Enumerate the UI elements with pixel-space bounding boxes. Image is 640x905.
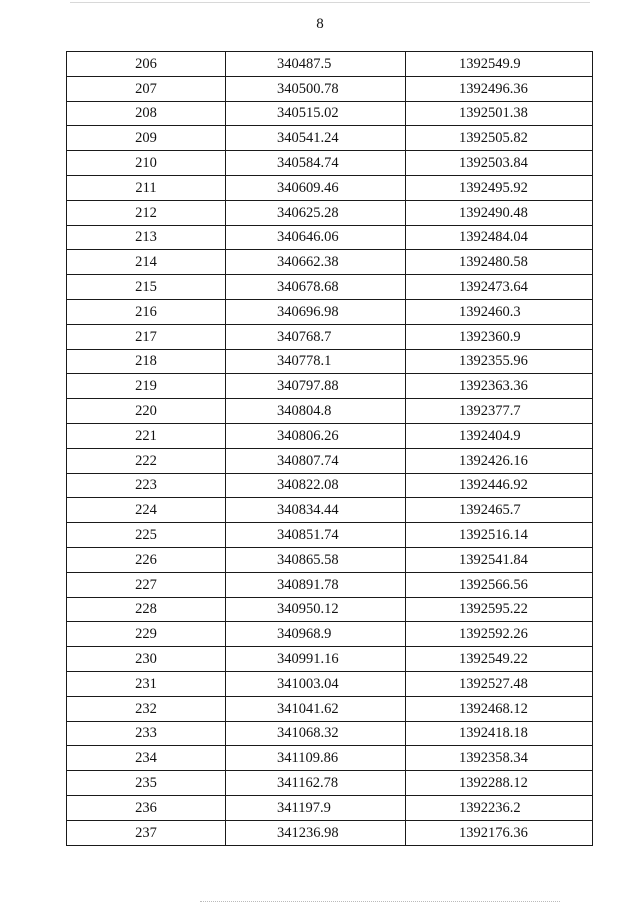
point-number-cell: 222 — [67, 448, 226, 473]
point-number-cell: 235 — [67, 771, 226, 796]
x-coordinate-cell: 340891.78 — [226, 572, 406, 597]
point-number-cell: 228 — [67, 597, 226, 622]
y-coordinate-cell: 1392527.48 — [406, 671, 593, 696]
bottom-rule — [200, 901, 560, 902]
point-number-cell: 215 — [67, 275, 226, 300]
point-number-cell: 224 — [67, 498, 226, 523]
x-coordinate-cell: 340625.28 — [226, 200, 406, 225]
top-rule — [70, 2, 590, 3]
y-coordinate-cell: 1392541.84 — [406, 547, 593, 572]
y-coordinate-cell: 1392176.36 — [406, 820, 593, 845]
table-row — [67, 795, 593, 820]
table-row — [67, 647, 593, 672]
x-coordinate-cell: 340678.68 — [226, 275, 406, 300]
table-row — [67, 622, 593, 647]
table-row — [67, 597, 593, 622]
table-row — [67, 696, 593, 721]
point-number-cell: 218 — [67, 349, 226, 374]
x-coordinate-cell: 340822.08 — [226, 473, 406, 498]
point-number-cell: 234 — [67, 746, 226, 771]
y-coordinate-cell: 1392503.84 — [406, 151, 593, 176]
table-row — [67, 175, 593, 200]
table-row — [67, 721, 593, 746]
y-coordinate-cell: 1392480.58 — [406, 250, 593, 275]
y-coordinate-cell: 1392288.12 — [406, 771, 593, 796]
y-coordinate-cell: 1392473.64 — [406, 275, 593, 300]
y-coordinate-cell: 1392468.12 — [406, 696, 593, 721]
x-coordinate-cell: 340834.44 — [226, 498, 406, 523]
table-row — [67, 349, 593, 374]
y-coordinate-cell: 1392426.16 — [406, 448, 593, 473]
x-coordinate-cell: 340807.74 — [226, 448, 406, 473]
point-number-cell: 227 — [67, 572, 226, 597]
table-row — [67, 523, 593, 548]
x-coordinate-cell: 341197.9 — [226, 795, 406, 820]
x-coordinate-cell: 340515.02 — [226, 101, 406, 126]
table-row — [67, 746, 593, 771]
x-coordinate-cell: 340865.58 — [226, 547, 406, 572]
y-coordinate-cell: 1392363.36 — [406, 374, 593, 399]
point-number-cell: 223 — [67, 473, 226, 498]
point-number-cell: 210 — [67, 151, 226, 176]
point-number-cell: 229 — [67, 622, 226, 647]
y-coordinate-cell: 1392549.9 — [406, 52, 593, 77]
x-coordinate-cell: 341109.86 — [226, 746, 406, 771]
table-row — [67, 76, 593, 101]
point-number-cell: 221 — [67, 423, 226, 448]
point-number-cell: 209 — [67, 126, 226, 151]
table-row — [67, 101, 593, 126]
x-coordinate-cell: 340851.74 — [226, 523, 406, 548]
table-row — [67, 324, 593, 349]
x-coordinate-cell: 340806.26 — [226, 423, 406, 448]
y-coordinate-cell: 1392595.22 — [406, 597, 593, 622]
point-number-cell: 220 — [67, 399, 226, 424]
y-coordinate-cell: 1392592.26 — [406, 622, 593, 647]
point-number-cell: 236 — [67, 795, 226, 820]
x-coordinate-cell: 340500.78 — [226, 76, 406, 101]
y-coordinate-cell: 1392495.92 — [406, 175, 593, 200]
y-coordinate-cell: 1392465.7 — [406, 498, 593, 523]
point-number-cell: 232 — [67, 696, 226, 721]
table-row — [67, 671, 593, 696]
point-number-cell: 226 — [67, 547, 226, 572]
point-number-cell: 213 — [67, 225, 226, 250]
coordinates-table-body — [67, 52, 593, 846]
y-coordinate-cell: 1392358.34 — [406, 746, 593, 771]
table-row — [67, 547, 593, 572]
x-coordinate-cell: 340696.98 — [226, 299, 406, 324]
x-coordinate-cell: 341041.62 — [226, 696, 406, 721]
y-coordinate-cell: 1392490.48 — [406, 200, 593, 225]
point-number-cell: 230 — [67, 647, 226, 672]
point-number-cell: 216 — [67, 299, 226, 324]
point-number-cell: 237 — [67, 820, 226, 845]
x-coordinate-cell: 340768.7 — [226, 324, 406, 349]
table-row — [67, 473, 593, 498]
table-row — [67, 52, 593, 77]
y-coordinate-cell: 1392360.9 — [406, 324, 593, 349]
table-row — [67, 448, 593, 473]
y-coordinate-cell: 1392460.3 — [406, 299, 593, 324]
y-coordinate-cell: 1392355.96 — [406, 349, 593, 374]
point-number-cell: 214 — [67, 250, 226, 275]
point-number-cell: 208 — [67, 101, 226, 126]
x-coordinate-cell: 341003.04 — [226, 671, 406, 696]
table-row — [67, 299, 593, 324]
point-number-cell: 217 — [67, 324, 226, 349]
y-coordinate-cell: 1392549.22 — [406, 647, 593, 672]
y-coordinate-cell: 1392418.18 — [406, 721, 593, 746]
x-coordinate-cell: 340778.1 — [226, 349, 406, 374]
point-number-cell: 207 — [67, 76, 226, 101]
y-coordinate-cell: 1392377.7 — [406, 399, 593, 424]
table-row — [67, 572, 593, 597]
x-coordinate-cell: 340541.24 — [226, 126, 406, 151]
x-coordinate-cell: 341236.98 — [226, 820, 406, 845]
table-row — [67, 820, 593, 845]
table-row — [67, 498, 593, 523]
y-coordinate-cell: 1392404.9 — [406, 423, 593, 448]
table-row — [67, 151, 593, 176]
x-coordinate-cell: 340991.16 — [226, 647, 406, 672]
y-coordinate-cell: 1392501.38 — [406, 101, 593, 126]
y-coordinate-cell: 1392496.36 — [406, 76, 593, 101]
table-row — [67, 126, 593, 151]
table-row — [67, 771, 593, 796]
x-coordinate-cell: 340487.5 — [226, 52, 406, 77]
table-row — [67, 200, 593, 225]
point-number-cell: 219 — [67, 374, 226, 399]
x-coordinate-cell: 340662.38 — [226, 250, 406, 275]
x-coordinate-cell: 341162.78 — [226, 771, 406, 796]
table-row — [67, 423, 593, 448]
x-coordinate-cell: 340968.9 — [226, 622, 406, 647]
y-coordinate-cell: 1392236.2 — [406, 795, 593, 820]
x-coordinate-cell: 340950.12 — [226, 597, 406, 622]
x-coordinate-cell: 341068.32 — [226, 721, 406, 746]
page-number: 8 — [316, 16, 324, 32]
x-coordinate-cell: 340646.06 — [226, 225, 406, 250]
table-row — [67, 275, 593, 300]
point-number-cell: 231 — [67, 671, 226, 696]
x-coordinate-cell: 340797.88 — [226, 374, 406, 399]
point-number-cell: 211 — [67, 175, 226, 200]
y-coordinate-cell: 1392446.92 — [406, 473, 593, 498]
table-row — [67, 374, 593, 399]
table-row — [67, 225, 593, 250]
y-coordinate-cell: 1392516.14 — [406, 523, 593, 548]
point-number-cell: 212 — [67, 200, 226, 225]
x-coordinate-cell: 340584.74 — [226, 151, 406, 176]
table-row — [67, 399, 593, 424]
point-number-cell: 225 — [67, 523, 226, 548]
y-coordinate-cell: 1392505.82 — [406, 126, 593, 151]
point-number-cell: 233 — [67, 721, 226, 746]
x-coordinate-cell: 340804.8 — [226, 399, 406, 424]
y-coordinate-cell: 1392484.04 — [406, 225, 593, 250]
y-coordinate-cell: 1392566.56 — [406, 572, 593, 597]
x-coordinate-cell: 340609.46 — [226, 175, 406, 200]
point-number-cell: 206 — [67, 52, 226, 77]
coordinates-table — [66, 51, 593, 846]
table-row — [67, 250, 593, 275]
